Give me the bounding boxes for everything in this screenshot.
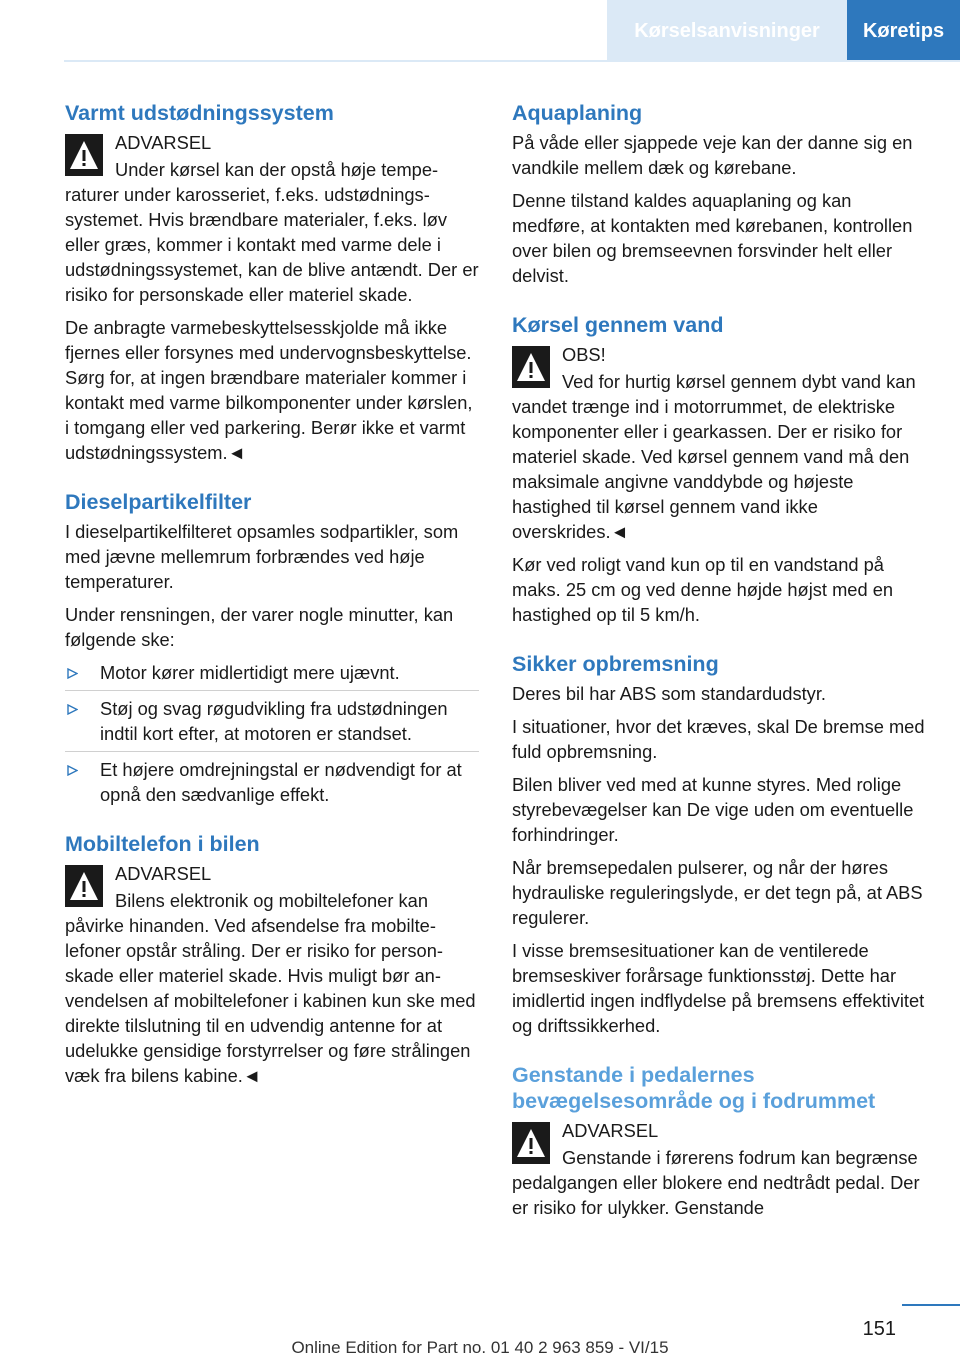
chapter-tab: Kørselsanvisninger xyxy=(607,0,847,62)
list-item-text: Motor kører midlertidigt mere ujævnt. xyxy=(100,662,400,683)
paragraph: Denne tilstand kaldes aquaplaning og kan medføre, at kontakten med kørebanen, kontrollen over bilen og bremseevnen forsvinder helt eller delvist. xyxy=(512,190,913,286)
paragraph: Bilen bliver ved med at kunne styres. Med rolige styrebevægelser kan De vige uden om eventuelle forhindringer. xyxy=(512,774,914,845)
paragraph: Deres bil har ABS som standardudstyr. xyxy=(512,683,826,704)
triangle-right-bullet-icon xyxy=(67,765,78,776)
warning-text: Ved for hurtig kørsel gennem dybt vand kan vandet trænge ind i motorrummet, de elektriske komponenter eller i gearkassen. Der er risiko for materiel skade. Ved kørsel gennem vand må den maksimale angivne vanddybde og højeste hastighed til kørsel gennem vand ikke overskrides.◄ xyxy=(512,371,916,542)
paragraph: I visse bremsesituationer kan de ventilerede bremseskiver forårsage funktionsstøj. Dette har imidlertid ingen indflydelse på bremsens effektivitet og driftssikkerhed. xyxy=(512,940,925,1036)
section-title-water: Kørsel gennem vand xyxy=(512,313,724,337)
warning-label: ADVARSEL xyxy=(115,863,212,884)
section-title-diesel: Dieselpartikelfilter xyxy=(65,490,252,514)
list-item xyxy=(65,751,479,807)
list-item-text: Et højere omdrejningstal er nødvendigt for at opnå den sædvanlige effekt. xyxy=(100,759,462,805)
warning-block-pedals xyxy=(512,1118,926,1220)
warning-triangle-icon xyxy=(65,865,103,907)
list-item-text: Støj og svag røgudvikling fra udstødningen indtil kort efter, at motoren er standset. xyxy=(100,698,448,744)
section-tab: Køretips xyxy=(847,0,960,62)
list-item xyxy=(65,660,479,685)
page-number: 151 xyxy=(862,1318,896,1340)
warning-text: Genstande i førerens fodrum kan begrænse pedalgangen eller blokere end nedtrådt pedal. Der er risiko for ulykker. Genstande xyxy=(512,1147,920,1218)
paragraph: Kør ved roligt vand kun op til en vandstand på maks. 25 cm og ved denne højde højst med en hastighed op til 5 km/h. xyxy=(512,554,894,625)
warning-block-phone xyxy=(65,861,479,1088)
paragraph: På våde eller sjappede veje kan der danne sig en vandkile mellem dæk og kørebane. xyxy=(512,132,913,178)
warning-triangle-icon xyxy=(512,1122,550,1164)
edition-footer: Online Edition for Part no. 01 40 2 963 859 - VI/15 xyxy=(291,1338,669,1357)
section-title-phone: Mobiltelefon i bilen xyxy=(65,832,260,856)
paragraph: Når bremsepedalen pulserer, og når der høres hydrauliske reguleringslyde, er det tegn på, at ABS regulerer. xyxy=(512,857,923,928)
warning-label: OBS! xyxy=(562,344,606,365)
warning-triangle-icon xyxy=(65,134,103,176)
section-title-aquaplaning: Aquaplaning xyxy=(512,101,643,125)
paragraph: I situationer, hvor det kræves, skal De bremse med fuld opbremsning. xyxy=(512,716,925,762)
right-column xyxy=(512,100,926,1228)
footer-rule xyxy=(902,1304,960,1306)
warning-label: ADVARSEL xyxy=(115,132,212,153)
section-title-braking: Sikker opbremsning xyxy=(512,652,719,676)
section-title-pedals: Genstande i pedalernes bevægelsesområde og i fodrummet xyxy=(512,1063,876,1113)
bullet-list xyxy=(65,660,479,807)
warning-text: Under kørsel kan der opstå høje temperaturer under karosseriet, f.eks. udstødningssystemet. Hvis brændbare materialer, f.eks. løv eller græs, kommer i kontakt med varme dele i udstødningssystemet, kan de blive antændt. Der er risiko for personskade eller materiel skade. xyxy=(65,159,479,305)
header-rule xyxy=(64,60,960,62)
triangle-right-bullet-icon xyxy=(67,668,78,679)
triangle-right-bullet-icon xyxy=(67,704,78,715)
paragraph: I dieselpartikelfilteret opsamles sodpartikler, som med jævne mellemrum forbrændes ved høje temperaturer. xyxy=(65,521,459,592)
warning-text: Bilens elektronik og mobiltelefoner kan påvirke hinanden. Ved afsendelse fra mobiltelefoner opstår stråling. Der er risiko for personskade eller materiel skade. Hvis muligt bør anvendelsen af mobiltelefoner i kabinen kun ske med direkte tilslutning til en udvendig antenne for at udelukke gensidige forstyrrelser og føre strålingen væk fra bilens kabine.◄ xyxy=(65,890,476,1086)
warning-block-water xyxy=(512,342,926,544)
paragraph: Under rensningen, der varer nogle minutter, kan følgende ske: xyxy=(65,604,454,650)
section-title-exhaust: Varmt udstødningssystem xyxy=(65,101,334,125)
list-item xyxy=(65,690,479,746)
warning-block-exhaust xyxy=(65,130,479,307)
left-column xyxy=(65,100,479,1096)
paragraph: De anbragte varmebeskyttelsesskjolde må ikke fjernes eller forsynes med undervognsbeskyttelse. Sørg for, at ingen brændbare materialer kommer i kontakt med varme bilkomponenter under kørslen, i tomgang eller ved parkering. Berør ikke et varmt udstødningssystem.◄ xyxy=(65,317,473,463)
warning-triangle-icon xyxy=(512,346,550,388)
warning-label: ADVARSEL xyxy=(562,1120,659,1141)
page-header xyxy=(607,0,960,62)
